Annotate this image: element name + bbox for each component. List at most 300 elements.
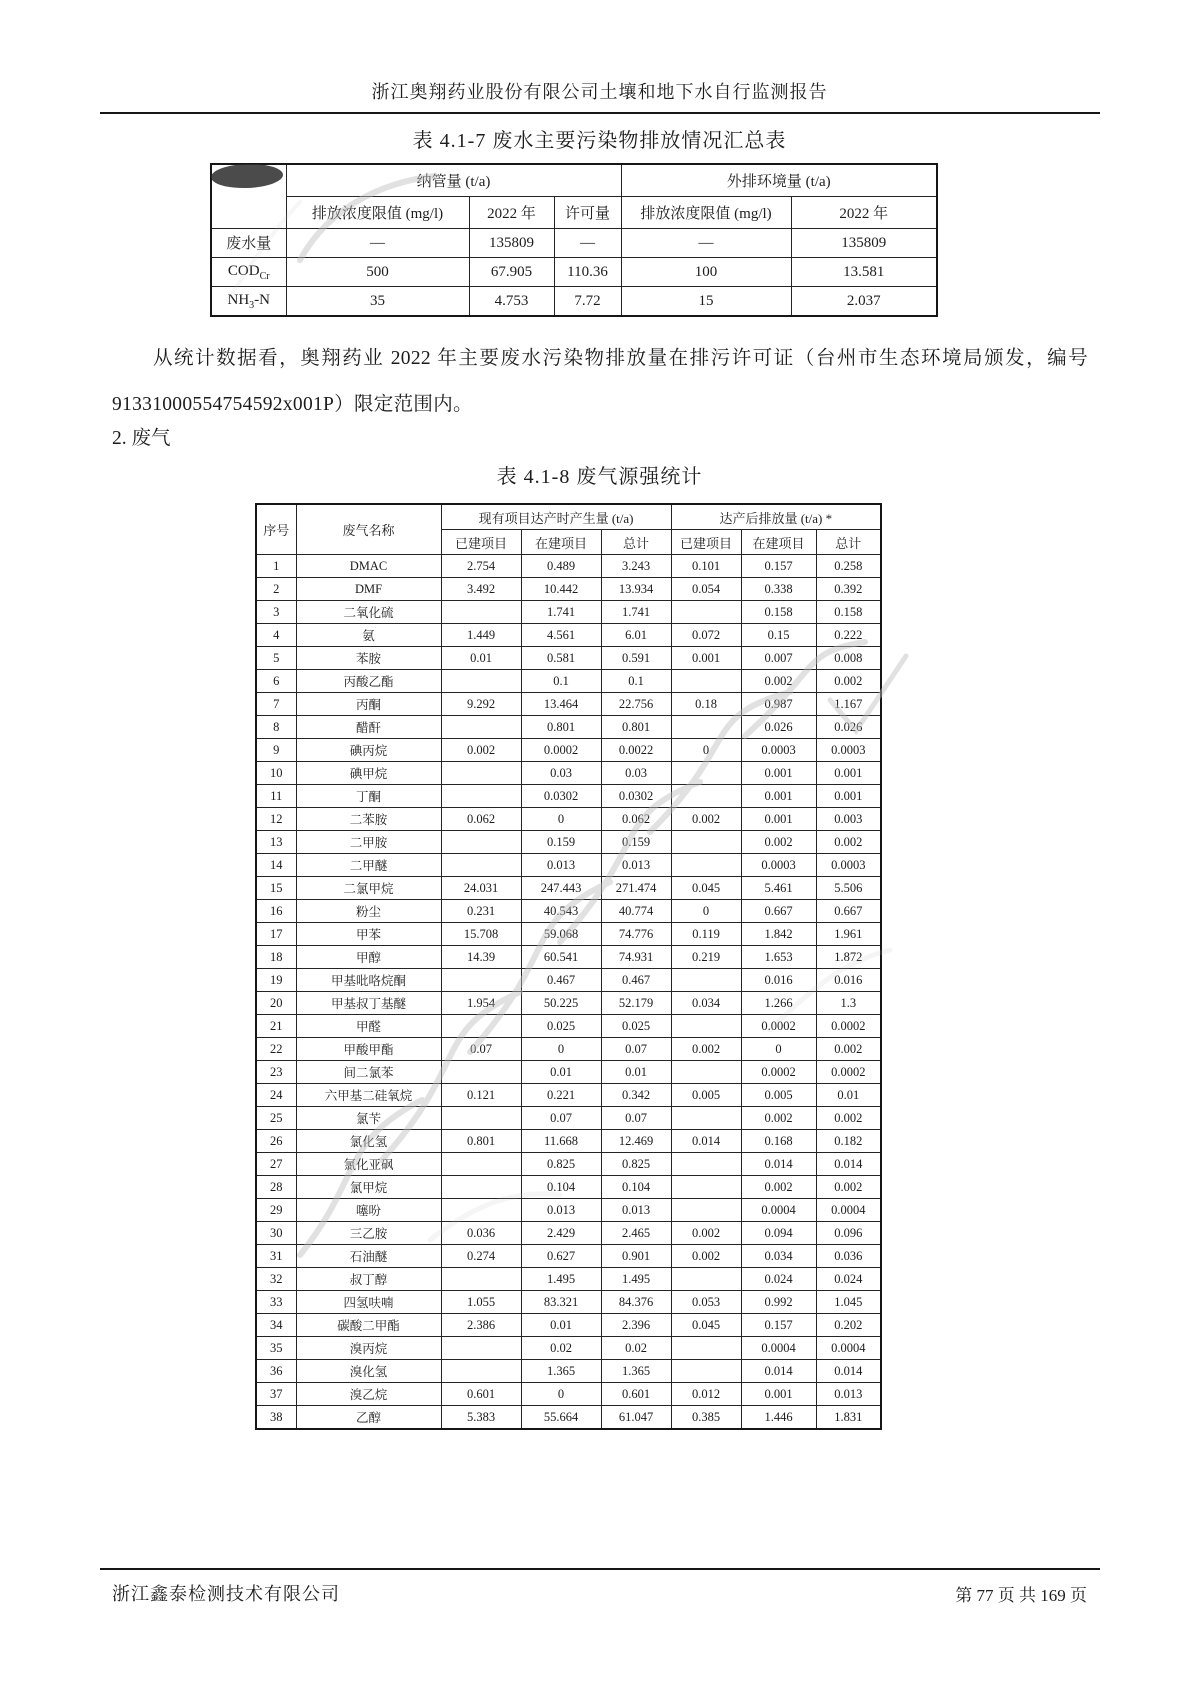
- value-cell: 0.338: [741, 578, 816, 601]
- value-cell: 0.036: [816, 1245, 881, 1268]
- value-cell: [671, 762, 741, 785]
- seq-cell: 37: [256, 1383, 296, 1406]
- value-cell: 0.0003: [741, 854, 816, 877]
- value-cell: [441, 1337, 521, 1360]
- value-cell: 0.801: [441, 1130, 521, 1153]
- value-cell: 0.0003: [741, 739, 816, 762]
- table-2-title: 表 4.1-8 废气源强统计: [496, 466, 703, 488]
- value-cell: [671, 716, 741, 739]
- value-cell: 2.754: [441, 555, 521, 578]
- table-subheader-row: [211, 197, 937, 229]
- value-cell: 4.561: [521, 624, 601, 647]
- value-cell: 0.013: [601, 1199, 671, 1222]
- value-cell: 2.037: [791, 287, 937, 317]
- value-cell: [441, 601, 521, 624]
- value-cell: 0.045: [671, 877, 741, 900]
- value-cell: 1.449: [441, 624, 521, 647]
- value-cell: 0.627: [521, 1245, 601, 1268]
- value-cell: 0.03: [601, 762, 671, 785]
- gas-name-cell: 氯甲烷: [296, 1176, 441, 1199]
- value-cell: 10.442: [521, 578, 601, 601]
- value-cell: 55.664: [521, 1406, 601, 1430]
- value-cell: 0.014: [816, 1153, 881, 1176]
- value-cell: 0.274: [441, 1245, 521, 1268]
- value-cell: [671, 854, 741, 877]
- corner-cell: [211, 164, 286, 229]
- value-cell: [671, 1199, 741, 1222]
- value-cell: [671, 1107, 741, 1130]
- value-cell: 0.159: [521, 831, 601, 854]
- value-cell: 0.025: [601, 1015, 671, 1038]
- value-cell: [671, 1337, 741, 1360]
- value-cell: 0.001: [741, 762, 816, 785]
- table-row: [256, 854, 881, 877]
- value-cell: 0.002: [741, 670, 816, 693]
- value-cell: 0.489: [521, 555, 601, 578]
- gas-name-cell: 二氧化硫: [296, 601, 441, 624]
- seq-column-header: 序号: [256, 504, 296, 555]
- value-cell: —: [554, 229, 621, 258]
- value-cell: 0.119: [671, 923, 741, 946]
- seq-cell: 3: [256, 601, 296, 624]
- seq-cell: 4: [256, 624, 296, 647]
- table-row: [256, 1107, 881, 1130]
- value-cell: 0.005: [671, 1084, 741, 1107]
- value-cell: 40.774: [601, 900, 671, 923]
- value-cell: 100: [621, 258, 791, 287]
- footer-divider: [100, 1568, 1100, 1570]
- value-cell: 0: [521, 1383, 601, 1406]
- value-cell: 0.168: [741, 1130, 816, 1153]
- value-cell: [441, 1153, 521, 1176]
- seq-cell: 36: [256, 1360, 296, 1383]
- table-row: [211, 287, 937, 317]
- value-cell: 61.047: [601, 1406, 671, 1430]
- gas-name-cell: 甲醇: [296, 946, 441, 969]
- value-cell: 0.0002: [521, 739, 601, 762]
- value-cell: 0.1: [601, 670, 671, 693]
- value-cell: 0.014: [741, 1153, 816, 1176]
- value-cell: 0.992: [741, 1291, 816, 1314]
- seq-cell: 13: [256, 831, 296, 854]
- seq-cell: 6: [256, 670, 296, 693]
- value-cell: 5.461: [741, 877, 816, 900]
- value-cell: 0.072: [671, 624, 741, 647]
- seq-cell: 17: [256, 923, 296, 946]
- seq-cell: 11: [256, 785, 296, 808]
- value-cell: 0.801: [521, 716, 601, 739]
- value-cell: [671, 1176, 741, 1199]
- value-cell: 0.581: [521, 647, 601, 670]
- seq-cell: 27: [256, 1153, 296, 1176]
- value-cell: 1.872: [816, 946, 881, 969]
- value-cell: 0.0022: [601, 739, 671, 762]
- value-cell: 0.002: [816, 1107, 881, 1130]
- footer-company: 浙江鑫泰检测技术有限公司: [112, 1584, 340, 1604]
- value-cell: 0.001: [741, 785, 816, 808]
- value-cell: 0.07: [521, 1107, 601, 1130]
- gas-name-cell: 溴丙烷: [296, 1337, 441, 1360]
- value-cell: 0.01: [816, 1084, 881, 1107]
- document-header-title: 浙江奥翔药业股份有限公司土壤和地下水自行监测报告: [371, 82, 828, 102]
- gas-name-cell: 甲酸甲酯: [296, 1038, 441, 1061]
- value-cell: 13.464: [521, 693, 601, 716]
- seq-cell: 24: [256, 1084, 296, 1107]
- value-cell: 0.002: [441, 739, 521, 762]
- value-cell: 0.002: [741, 1176, 816, 1199]
- seq-cell: 1: [256, 555, 296, 578]
- value-cell: 0.342: [601, 1084, 671, 1107]
- value-cell: 0.034: [671, 992, 741, 1015]
- value-cell: 0.014: [816, 1360, 881, 1383]
- value-cell: 0.0002: [741, 1061, 816, 1084]
- seq-cell: 8: [256, 716, 296, 739]
- value-cell: 0.054: [671, 578, 741, 601]
- gas-name-cell: 甲基吡咯烷酮: [296, 969, 441, 992]
- gas-name-cell: 溴乙烷: [296, 1383, 441, 1406]
- gas-name-cell: 氯化亚砜: [296, 1153, 441, 1176]
- value-cell: [441, 831, 521, 854]
- value-cell: 0.01: [601, 1061, 671, 1084]
- value-cell: 0.1: [521, 670, 601, 693]
- value-cell: 271.474: [601, 877, 671, 900]
- column-header: 已建项目: [671, 530, 741, 555]
- group-header-env: 外排环境量 (t/a): [621, 164, 937, 197]
- value-cell: 0.0004: [741, 1199, 816, 1222]
- table-row: [256, 1337, 881, 1360]
- table-header-row: [211, 164, 937, 197]
- value-cell: 0.045: [671, 1314, 741, 1337]
- value-cell: 83.321: [521, 1291, 601, 1314]
- value-cell: [441, 1176, 521, 1199]
- table-row: [256, 992, 881, 1015]
- group-header-generation: 现有项目达产时产生量 (t/a): [441, 504, 671, 530]
- value-cell: 0.158: [816, 601, 881, 624]
- value-cell: 0.0002: [816, 1061, 881, 1084]
- value-cell: 0.016: [741, 969, 816, 992]
- value-cell: 0.0004: [816, 1199, 881, 1222]
- value-cell: 22.756: [601, 693, 671, 716]
- footer-page-number: 第 77 页 共 169 页: [955, 1586, 1087, 1605]
- value-cell: [671, 1015, 741, 1038]
- table-row: [256, 1176, 881, 1199]
- value-cell: 0.03: [521, 762, 601, 785]
- gas-name-cell: 甲基叔丁基醚: [296, 992, 441, 1015]
- column-header: 总计: [601, 530, 671, 555]
- seq-cell: 22: [256, 1038, 296, 1061]
- value-cell: 0.002: [671, 1222, 741, 1245]
- value-cell: 52.179: [601, 992, 671, 1015]
- value-cell: 0.07: [601, 1107, 671, 1130]
- value-cell: 0.036: [441, 1222, 521, 1245]
- gas-name-cell: DMF: [296, 578, 441, 601]
- table-row: [256, 1245, 881, 1268]
- value-cell: 0.901: [601, 1245, 671, 1268]
- value-cell: 0.0002: [816, 1015, 881, 1038]
- table-row: [256, 670, 881, 693]
- value-cell: 135809: [469, 229, 554, 258]
- table-row: [256, 1268, 881, 1291]
- value-cell: 84.376: [601, 1291, 671, 1314]
- seq-cell: 33: [256, 1291, 296, 1314]
- gas-name-cell: 甲醛: [296, 1015, 441, 1038]
- column-header: 许可量: [554, 197, 621, 229]
- table-row: [256, 1084, 881, 1107]
- value-cell: 0.01: [521, 1061, 601, 1084]
- table-row: [256, 624, 881, 647]
- value-cell: 0.601: [441, 1383, 521, 1406]
- value-cell: 1.495: [521, 1268, 601, 1291]
- exhaust-gas-source-table: [255, 503, 882, 1430]
- value-cell: 0.002: [816, 1038, 881, 1061]
- summary-paragraph: 从统计数据看，奥翔药业 2022 年主要废水污染物排放量在排污许可证（台州市生态环境局颁发，编号 91331000554754592x001P）限定范围内。: [112, 348, 1088, 415]
- table-row: [256, 578, 881, 601]
- value-cell: 0.01: [441, 647, 521, 670]
- value-cell: 0.18: [671, 693, 741, 716]
- value-cell: [441, 785, 521, 808]
- value-cell: 0: [671, 739, 741, 762]
- gas-name-cell: 氯苄: [296, 1107, 441, 1130]
- seq-cell: 10: [256, 762, 296, 785]
- value-cell: 2.386: [441, 1314, 521, 1337]
- seq-cell: 15: [256, 877, 296, 900]
- value-cell: 0.024: [816, 1268, 881, 1291]
- column-header: 已建项目: [441, 530, 521, 555]
- value-cell: 0.104: [521, 1176, 601, 1199]
- value-cell: [441, 969, 521, 992]
- table-row: [256, 1291, 881, 1314]
- value-cell: 0.825: [601, 1153, 671, 1176]
- value-cell: 0.0302: [521, 785, 601, 808]
- value-cell: 0.002: [741, 831, 816, 854]
- value-cell: [441, 1268, 521, 1291]
- value-cell: 1.365: [601, 1360, 671, 1383]
- value-cell: 2.429: [521, 1222, 601, 1245]
- seq-cell: 19: [256, 969, 296, 992]
- value-cell: 1.167: [816, 693, 881, 716]
- value-cell: 0.001: [741, 808, 816, 831]
- value-cell: 67.905: [469, 258, 554, 287]
- gas-name-cell: 粉尘: [296, 900, 441, 923]
- value-cell: 0.001: [816, 762, 881, 785]
- value-cell: [441, 762, 521, 785]
- table-row: [256, 900, 881, 923]
- value-cell: [441, 1360, 521, 1383]
- value-cell: 0.02: [521, 1337, 601, 1360]
- value-cell: [671, 969, 741, 992]
- value-cell: 15.708: [441, 923, 521, 946]
- seq-cell: 26: [256, 1130, 296, 1153]
- value-cell: 12.469: [601, 1130, 671, 1153]
- gas-name-cell: 醋酐: [296, 716, 441, 739]
- row-label-cell: $NH_3-N$: [211, 287, 286, 317]
- value-cell: 3.492: [441, 578, 521, 601]
- seq-cell: 16: [256, 900, 296, 923]
- value-cell: 0.0003: [816, 854, 881, 877]
- table-row: [256, 601, 881, 624]
- value-cell: 5.506: [816, 877, 881, 900]
- value-cell: 0.053: [671, 1291, 741, 1314]
- value-cell: 500: [286, 258, 469, 287]
- column-header: 排放浓度限值 (mg/l): [286, 197, 469, 229]
- value-cell: 0.231: [441, 900, 521, 923]
- value-cell: —: [621, 229, 791, 258]
- value-cell: —: [286, 229, 469, 258]
- value-cell: 0.07: [441, 1038, 521, 1061]
- seq-cell: 28: [256, 1176, 296, 1199]
- value-cell: 0.392: [816, 578, 881, 601]
- value-cell: 0: [741, 1038, 816, 1061]
- gas-name-cell: 氯化氢: [296, 1130, 441, 1153]
- group-header-emission: 达产后排放量 (t/a) *: [671, 504, 881, 530]
- gas-name-cell: 溴化氢: [296, 1360, 441, 1383]
- gas-name-cell: 二苯胺: [296, 808, 441, 831]
- value-cell: 0.258: [816, 555, 881, 578]
- value-cell: 1.495: [601, 1268, 671, 1291]
- value-cell: 0.825: [521, 1153, 601, 1176]
- value-cell: 0.601: [601, 1383, 671, 1406]
- seq-cell: 5: [256, 647, 296, 670]
- value-cell: 0.002: [816, 831, 881, 854]
- table-1-title: 表 4.1-7 废水主要污染物排放情况汇总表: [412, 130, 787, 152]
- table-row: [256, 1153, 881, 1176]
- table-row: [256, 1314, 881, 1337]
- value-cell: 24.031: [441, 877, 521, 900]
- value-cell: 1.653: [741, 946, 816, 969]
- value-cell: 0.202: [816, 1314, 881, 1337]
- table-row: [256, 693, 881, 716]
- gas-name-cell: 二氯甲烷: [296, 877, 441, 900]
- value-cell: 0.0003: [816, 739, 881, 762]
- value-cell: 0.0002: [741, 1015, 816, 1038]
- seq-cell: 23: [256, 1061, 296, 1084]
- seq-cell: 31: [256, 1245, 296, 1268]
- value-cell: 110.36: [554, 258, 621, 287]
- seq-cell: 12: [256, 808, 296, 831]
- seq-cell: 35: [256, 1337, 296, 1360]
- value-cell: 0.121: [441, 1084, 521, 1107]
- value-cell: 1.842: [741, 923, 816, 946]
- value-cell: [441, 854, 521, 877]
- seq-cell: 30: [256, 1222, 296, 1245]
- value-cell: 0.003: [816, 808, 881, 831]
- value-cell: [671, 601, 741, 624]
- gas-name-cell: 四氢呋喃: [296, 1291, 441, 1314]
- value-cell: 0.026: [741, 716, 816, 739]
- seq-cell: 34: [256, 1314, 296, 1337]
- value-cell: 0.034: [741, 1245, 816, 1268]
- table-row: [256, 1199, 881, 1222]
- value-cell: 7.72: [554, 287, 621, 317]
- column-header: 在建项目: [741, 530, 816, 555]
- value-cell: [671, 1268, 741, 1291]
- value-cell: 3.243: [601, 555, 671, 578]
- value-cell: 0.012: [671, 1383, 741, 1406]
- seq-cell: 18: [256, 946, 296, 969]
- table-row: [256, 1015, 881, 1038]
- seq-cell: 21: [256, 1015, 296, 1038]
- value-cell: 247.443: [521, 877, 601, 900]
- value-cell: 15: [621, 287, 791, 317]
- value-cell: 74.931: [601, 946, 671, 969]
- value-cell: [671, 1360, 741, 1383]
- value-cell: 0.221: [521, 1084, 601, 1107]
- gas-name-cell: 二甲胺: [296, 831, 441, 854]
- gas-name-cell: 三乙胺: [296, 1222, 441, 1245]
- value-cell: 0.062: [601, 808, 671, 831]
- column-header: 排放浓度限值 (mg/l): [621, 197, 791, 229]
- row-label-cell: 废水量: [211, 229, 286, 258]
- value-cell: 2.465: [601, 1222, 671, 1245]
- seq-cell: 29: [256, 1199, 296, 1222]
- table-row: [256, 831, 881, 854]
- table-row: [256, 1406, 881, 1430]
- value-cell: 35: [286, 287, 469, 317]
- value-cell: 0.025: [521, 1015, 601, 1038]
- value-cell: 9.292: [441, 693, 521, 716]
- value-cell: [441, 1107, 521, 1130]
- gas-name-cell: 叔丁醇: [296, 1268, 441, 1291]
- table-row: [256, 808, 881, 831]
- value-cell: 0: [671, 900, 741, 923]
- gas-name-cell: 二甲醚: [296, 854, 441, 877]
- value-cell: 40.543: [521, 900, 601, 923]
- gas-name-cell: 六甲基二硅氧烷: [296, 1084, 441, 1107]
- seq-cell: 38: [256, 1406, 296, 1430]
- value-cell: 0.467: [521, 969, 601, 992]
- gas-name-cell: 甲苯: [296, 923, 441, 946]
- seq-cell: 14: [256, 854, 296, 877]
- table-header-row: [256, 504, 881, 530]
- value-cell: 0.005: [741, 1084, 816, 1107]
- seq-cell: 32: [256, 1268, 296, 1291]
- value-cell: 4.753: [469, 287, 554, 317]
- value-cell: 0.157: [741, 555, 816, 578]
- gas-name-cell: 噻吩: [296, 1199, 441, 1222]
- value-cell: 0.008: [816, 647, 881, 670]
- table-row: [256, 946, 881, 969]
- value-cell: 0.013: [521, 854, 601, 877]
- value-cell: 0.219: [671, 946, 741, 969]
- gas-name-cell: 石油醚: [296, 1245, 441, 1268]
- table-row: [256, 785, 881, 808]
- value-cell: 1.954: [441, 992, 521, 1015]
- column-header: 在建项目: [521, 530, 601, 555]
- value-cell: 1.741: [601, 601, 671, 624]
- value-cell: [671, 831, 741, 854]
- value-cell: 0.385: [671, 1406, 741, 1430]
- value-cell: 0.094: [741, 1222, 816, 1245]
- value-cell: 0.013: [601, 854, 671, 877]
- value-cell: 0.002: [741, 1107, 816, 1130]
- value-cell: 50.225: [521, 992, 601, 1015]
- value-cell: [671, 785, 741, 808]
- value-cell: 1.961: [816, 923, 881, 946]
- value-cell: 0.801: [601, 716, 671, 739]
- value-cell: 0.0004: [741, 1337, 816, 1360]
- seq-cell: 2: [256, 578, 296, 601]
- gas-name-column-header: 废气名称: [296, 504, 441, 555]
- seq-cell: 20: [256, 992, 296, 1015]
- table-row: [256, 647, 881, 670]
- gas-name-cell: 碘丙烷: [296, 739, 441, 762]
- value-cell: 0.014: [741, 1360, 816, 1383]
- gas-name-cell: 丁酮: [296, 785, 441, 808]
- value-cell: 0.02: [601, 1337, 671, 1360]
- value-cell: 0.002: [671, 808, 741, 831]
- seq-cell: 9: [256, 739, 296, 762]
- value-cell: 60.541: [521, 946, 601, 969]
